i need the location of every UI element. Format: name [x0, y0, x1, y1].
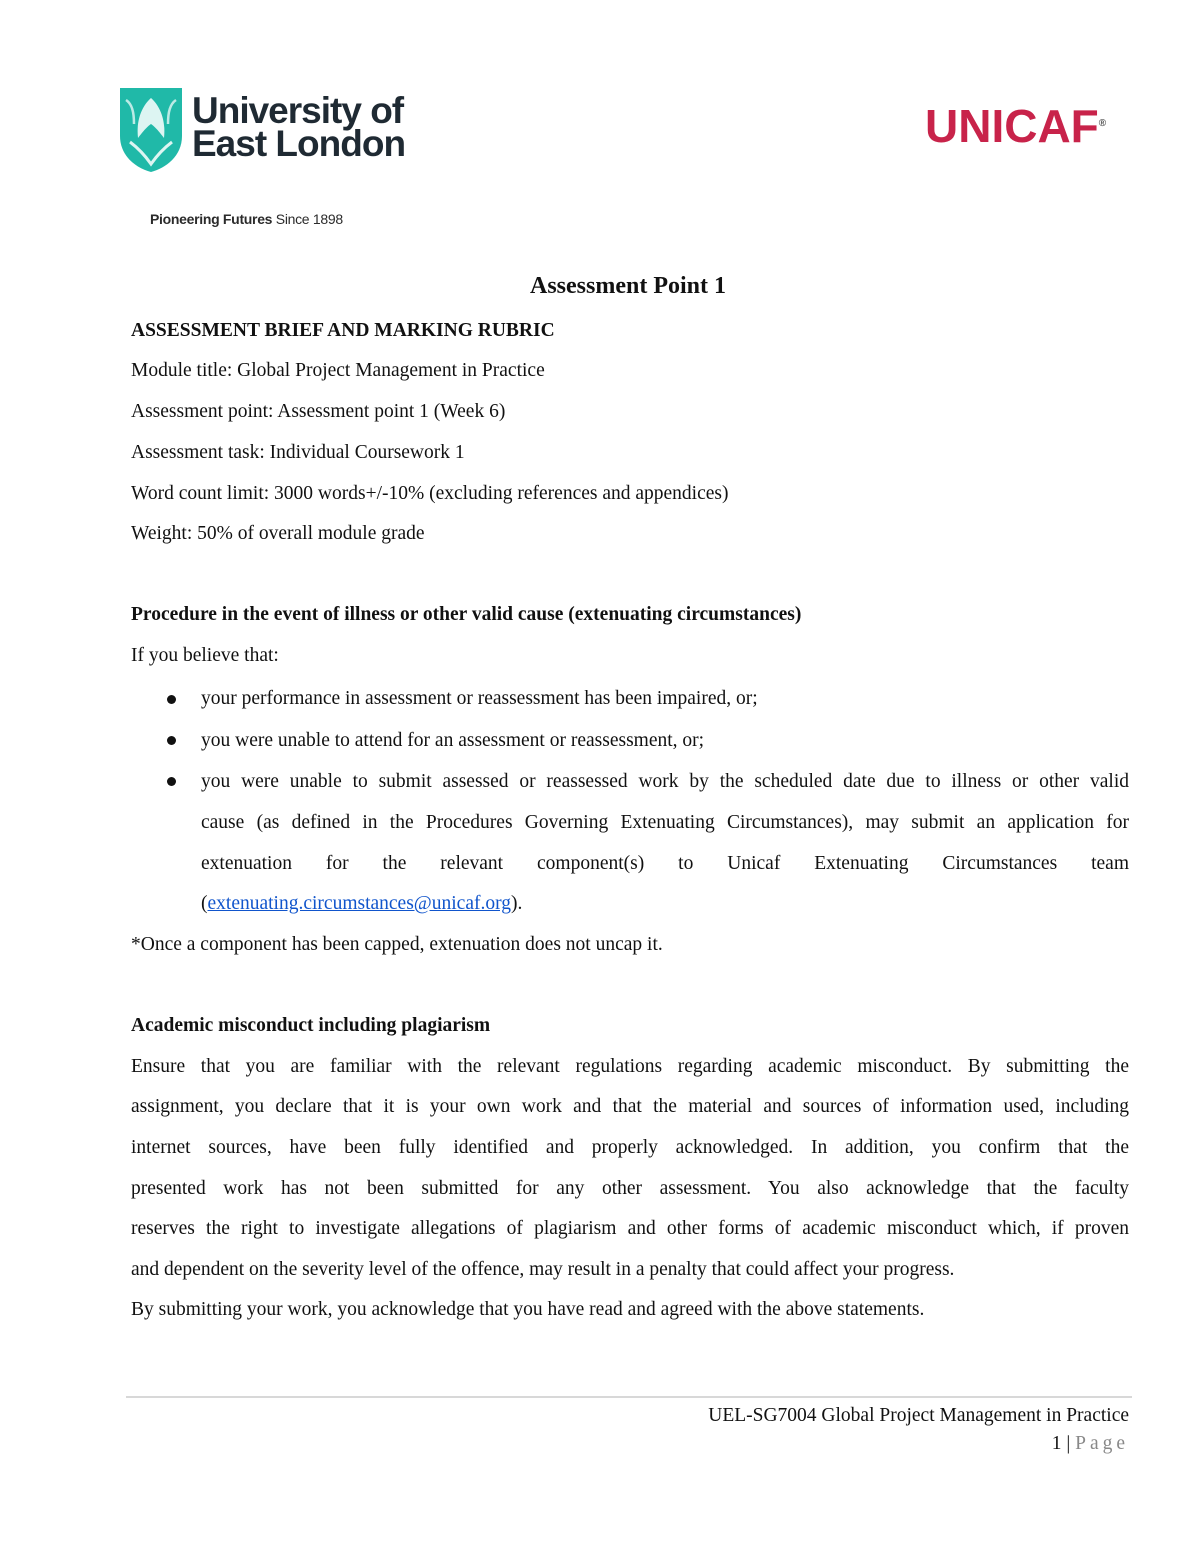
unicaf-wordmark: UNICAF — [925, 100, 1099, 152]
word-count-line: Word count limit: 3000 words+/-10% (excluding references and appendices) — [131, 483, 729, 504]
registered-mark: ® — [1098, 118, 1107, 129]
module-title-line: Module title: Global Project Management in Practice — [131, 360, 545, 381]
bullet-item-impaired: your performance in assessment or reassessment has been impaired, or; — [201, 688, 758, 709]
bullet-item-unable-submit-line1: you were unable to submit assessed or reassessed work by the scheduled date due to illness or other valid — [201, 771, 1129, 792]
brief-heading: ASSESSMENT BRIEF AND MARKING RUBRIC — [131, 320, 555, 341]
footer-page-number — [1052, 1430, 1129, 1458]
uel-crest-icon — [116, 84, 186, 174]
email-line — [201, 890, 1129, 918]
misconduct-line-6: and dependent on the severity level of the offence, may result in a penalty that could affect your progress. — [131, 1259, 955, 1280]
misconduct-closing: By submitting your work, you acknowledge that you have read and agreed with the above statements. — [131, 1299, 925, 1320]
uel-name-line2: East London — [192, 123, 406, 164]
bullet-icon — [167, 695, 176, 704]
assessment-point-line: Assessment point: Assessment point 1 (Week 6) — [131, 401, 506, 422]
page-title: Assessment Point 1 — [530, 273, 726, 299]
misconduct-line-2: assignment, you declare that it is your own work and that the material and sources of information used, including — [131, 1096, 1129, 1117]
uel-tagline-bold: Pioneering Futures — [150, 211, 273, 227]
extenuation-note: *Once a component has been capped, extenuation does not uncap it. — [131, 934, 663, 955]
extenuating-intro: If you believe that: — [131, 645, 279, 666]
email-open-paren: ( — [201, 893, 208, 914]
extenuating-heading: Procedure in the event of illness or other valid cause (extenuating circumstances) — [131, 604, 802, 625]
uel-wordmark — [192, 90, 406, 164]
page-separator: | — [1061, 1433, 1076, 1454]
page-label: Page — [1075, 1433, 1129, 1454]
email-link[interactable]: extenuating.circumstances@unicaf.org — [207, 893, 511, 914]
uel-name-line1: University of — [192, 90, 404, 131]
misconduct-line-1: Ensure that you are familiar with the relevant regulations regarding academic misconduct. By submitting the — [131, 1056, 1129, 1077]
footer-course-title: UEL-SG7004 Global Project Management in Practice — [708, 1405, 1129, 1426]
misconduct-line-3: internet sources, have been fully identified and properly acknowledged. In addition, you confirm that the — [131, 1137, 1129, 1158]
misconduct-line-4: presented work has not been submitted for any other assessment. You also acknowledge that the faculty — [131, 1178, 1129, 1199]
bullet-icon — [167, 777, 176, 786]
bullet-item-unable-attend: you were unable to attend for an assessment or reassessment, or; — [201, 730, 705, 751]
assessment-task-line: Assessment task: Individual Coursework 1 — [131, 442, 465, 463]
uel-tagline — [150, 211, 343, 227]
uel-tagline-rest: Since 1898 — [272, 211, 343, 227]
email-close-paren: ). — [511, 893, 523, 914]
page-number: 1 — [1051, 1433, 1062, 1454]
bullet-item-unable-submit-line2: cause (as defined in the Procedures Governing Extenuating Circumstances), may submit an application for — [201, 812, 1129, 833]
bullet-item-unable-submit-line3: extenuation for the relevant component(s) to Unicaf Extenuating Circumstances team — [201, 853, 1129, 874]
misconduct-line-5: reserves the right to investigate allegations of plagiarism and other forms of academic misconduct which, if proven — [131, 1218, 1129, 1239]
weight-line: Weight: 50% of overall module grade — [131, 523, 425, 544]
footer-divider — [126, 1396, 1132, 1398]
unicaf-logo — [925, 100, 1106, 152]
bullet-icon — [167, 736, 176, 745]
misconduct-heading: Academic misconduct including plagiarism — [131, 1015, 491, 1036]
